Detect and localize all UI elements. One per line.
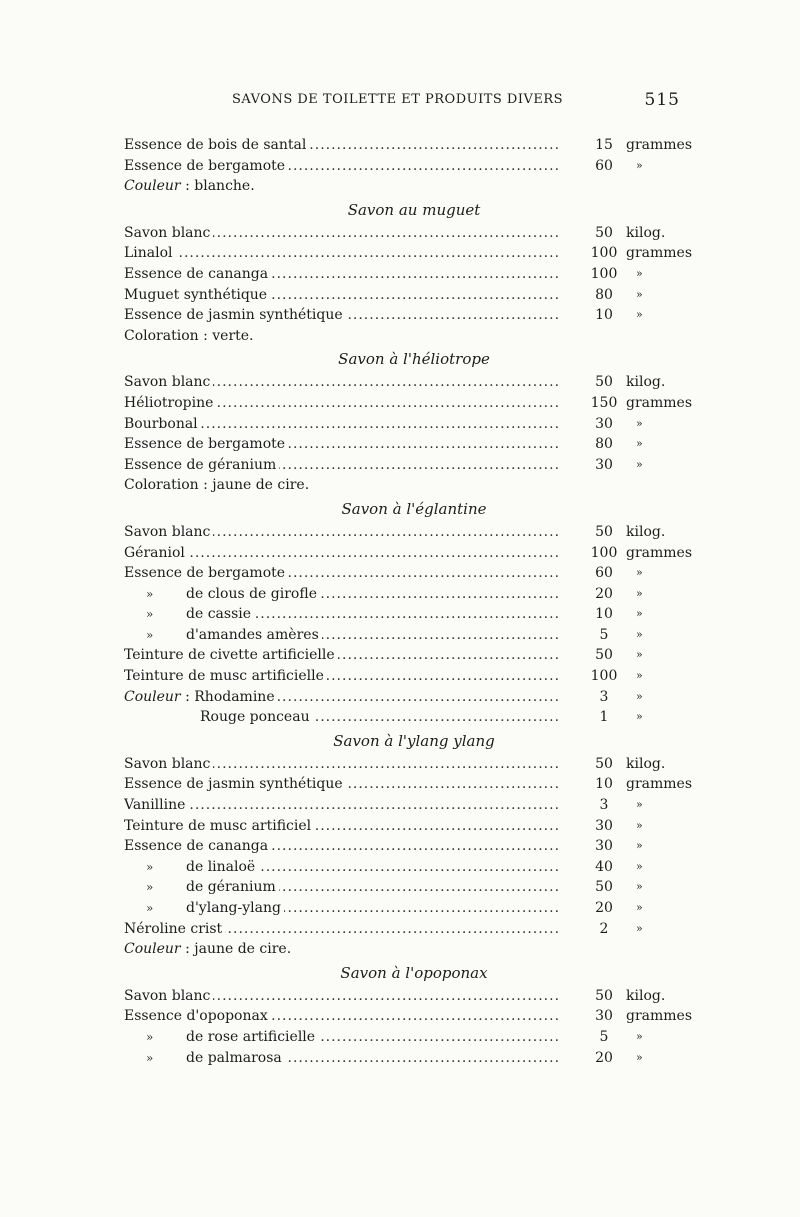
ingredient-unit: » (636, 921, 643, 935)
color-note (124, 176, 255, 197)
ingredient-quantity: 50 (595, 879, 613, 896)
ingredient-label: Essence d'opoponax (124, 1008, 268, 1025)
ditto-mark: » (146, 880, 154, 895)
ingredient-quantity: 50 (595, 647, 613, 664)
recipe-heading: Savon à l'ylang ylang (333, 731, 495, 750)
ingredient-row (124, 156, 684, 177)
ingredient-name (124, 687, 560, 708)
ingredient-label: de rose artificielle (186, 1028, 316, 1045)
ingredient-unit: » (636, 586, 643, 600)
ditto-mark: » (146, 607, 154, 622)
ingredient-label: de clous de girofle (186, 585, 317, 602)
note-value: : blanche. (185, 178, 255, 195)
ingredient-label: Teinture de musc artificielle (124, 668, 324, 685)
color-note: Coloration : verte. (124, 327, 254, 344)
ditto-mark: » (146, 586, 154, 601)
ingredient-name (124, 372, 560, 393)
ingredient-row (124, 393, 693, 414)
ingredient-name (124, 836, 560, 857)
ingredient-name (124, 877, 560, 898)
ingredient-row (124, 305, 684, 326)
ingredient-label: Teinture de civette artificielle (124, 647, 335, 664)
ingredient-quantity: 30 (595, 1008, 613, 1025)
ingredient-quantity: 30 (595, 415, 613, 432)
ingredient-unit: » (636, 607, 643, 621)
ingredient-quantity: 3 (599, 797, 609, 814)
ingredient-row (124, 475, 684, 496)
ingredient-unit: kilog. (626, 224, 666, 241)
ingredient-label: Teinture de musc artificiel (124, 817, 312, 834)
ingredient-quantity: 5 (599, 1028, 609, 1045)
ingredient-unit: kilog. (626, 755, 666, 772)
recipe-section (124, 496, 693, 728)
ingredient-unit: kilog. (626, 523, 666, 540)
note-key: Couleur (124, 941, 181, 958)
ingredient-row (124, 414, 684, 435)
ingredient-row (124, 877, 684, 898)
ingredient-label: d'amandes amères (186, 626, 319, 643)
recipe-heading: Savon à l'églantine (341, 499, 487, 518)
ingredient-name (124, 305, 560, 326)
ingredient-unit: grammes (626, 544, 693, 561)
ingredient-label: Essence de cananga (124, 265, 269, 282)
ingredient-label: Géraniol (124, 544, 185, 561)
ingredient-name (124, 563, 560, 584)
ingredient-label: Héliotropine (124, 394, 214, 411)
ingredient-name (124, 898, 560, 919)
ingredient-unit: grammes (626, 394, 693, 411)
ingredient-quantity: 3 (599, 688, 609, 705)
ingredient-row (124, 1006, 693, 1027)
ingredient-quantity: 20 (595, 585, 613, 602)
ingredient-unit: » (636, 287, 643, 301)
ingredient-quantity: 50 (595, 755, 613, 772)
ingredient-unit: » (636, 710, 643, 724)
ingredient-unit: » (636, 689, 643, 703)
ingredient-quantity: 30 (595, 838, 613, 855)
ingredient-name (124, 707, 560, 728)
ingredient-name (124, 625, 560, 646)
ingredient-row (124, 372, 684, 393)
recipe-section (124, 197, 693, 347)
ditto-mark: » (146, 1029, 154, 1044)
ingredient-label: Essence de cananga (124, 838, 269, 855)
ingredient-row (124, 645, 684, 666)
ingredient-label: Vanilline (124, 797, 186, 814)
ingredient-unit: » (636, 901, 643, 914)
ingredient-quantity: 100 (590, 544, 618, 561)
ingredient-unit: » (636, 859, 643, 873)
color-note: Coloration : jaune de cire. (124, 477, 310, 494)
ingredient-label: Linalol (124, 245, 173, 262)
ingredient-unit: kilog. (626, 374, 666, 391)
ingredient-label: de linaloë (186, 858, 256, 875)
ingredient-label: Essence de géranium (124, 456, 277, 473)
note-key: Couleur (124, 178, 181, 195)
ingredient-label: Savon blanc (124, 987, 211, 1004)
ditto-mark: » (146, 627, 154, 642)
ingredient-name (124, 455, 560, 476)
ingredient-quantity: 100 (590, 265, 618, 282)
ingredient-name (124, 919, 560, 940)
ingredient-quantity: 10 (595, 606, 613, 623)
ingredient-unit: » (636, 437, 643, 451)
recipe-section (124, 960, 693, 1068)
ingredient-quantity: 10 (595, 776, 613, 793)
ingredient-quantity: 50 (595, 523, 613, 540)
ingredient-label: Savon blanc (124, 755, 211, 772)
ingredient-unit: » (636, 566, 643, 580)
ingredient-unit: » (636, 266, 643, 280)
ingredient-row (124, 455, 684, 476)
ingredient-name (124, 1048, 560, 1069)
ingredient-name (124, 645, 560, 666)
ingredient-quantity: 60 (595, 157, 613, 174)
ingredient-quantity: 50 (595, 224, 613, 241)
ingredient-name (124, 156, 560, 177)
ingredient-unit: » (636, 669, 643, 683)
ingredient-unit: » (636, 308, 643, 322)
ingredient-unit: grammes (626, 776, 693, 793)
ingredient-row (124, 666, 684, 687)
ingredient-name (124, 243, 560, 264)
ingredient-name (124, 135, 560, 156)
ingredient-unit: » (636, 1050, 643, 1064)
ingredient-label: de palmarosa (186, 1049, 282, 1066)
ingredient-unit: » (636, 457, 643, 471)
ingredient-unit: » (636, 416, 643, 430)
ingredient-unit: grammes (626, 245, 693, 262)
ingredient-row (124, 135, 693, 156)
ingredient-row (124, 707, 684, 728)
ingredient-row (124, 625, 684, 646)
ditto-mark: » (146, 859, 154, 874)
ingredient-name (124, 414, 560, 435)
ingredient-name (124, 393, 560, 414)
ingredient-row (124, 774, 693, 795)
ingredient-row (124, 584, 684, 605)
ingredient-label: : Rhodamine (185, 688, 275, 705)
ingredient-quantity: 10 (595, 307, 613, 324)
page-number: 515 (644, 90, 680, 110)
ingredient-name (124, 1006, 560, 1027)
ingredient-row (124, 522, 684, 543)
ingredient-name (124, 584, 560, 605)
ingredient-row (124, 939, 684, 960)
ingredient-unit: » (636, 648, 643, 662)
ingredient-quantity: 50 (595, 987, 613, 1004)
ingredient-unit: » (636, 1029, 643, 1043)
ingredient-quantity: 50 (595, 374, 613, 391)
recipe-section (124, 346, 693, 496)
note-value: : jaune de cire. (185, 941, 292, 958)
ingredient-row (124, 264, 684, 285)
ingredient-name (124, 434, 560, 455)
ingredient-quantity: 20 (595, 1049, 613, 1066)
ingredient-quantity: 100 (590, 245, 618, 262)
ingredient-name (124, 1027, 560, 1048)
ingredient-quantity: 80 (595, 436, 613, 453)
ingredient-unit: » (636, 627, 643, 641)
recipe-heading: Savon à l'héliotrope (338, 350, 490, 369)
running-title: SAVONS DE TOILETTE ET PRODUITS DIVERS (232, 92, 564, 107)
ingredient-row (124, 326, 684, 347)
note-key: Couleur (124, 688, 181, 705)
ingredient-name (124, 857, 560, 878)
ingredient-row (124, 1048, 684, 1069)
ingredient-row (124, 604, 684, 625)
ingredient-quantity: 100 (590, 668, 618, 685)
ditto-mark: » (146, 1050, 154, 1065)
ingredient-label: Essence de bergamote (124, 436, 286, 453)
ingredient-label: Essence de bergamote (124, 565, 286, 582)
ingredient-quantity: 15 (595, 137, 613, 153)
ingredient-row (124, 754, 684, 775)
ingredient-name (124, 285, 560, 306)
ingredient-unit: » (636, 818, 643, 832)
ingredient-name (124, 754, 560, 775)
ingredient-name (124, 816, 560, 837)
ingredient-quantity: 30 (595, 456, 613, 473)
recipe-heading: Savon au muguet (347, 200, 481, 219)
ingredient-quantity: 2 (599, 920, 609, 937)
ingredient-name (124, 522, 560, 543)
ingredient-row (124, 687, 684, 708)
ingredient-row (124, 857, 684, 878)
ingredient-unit: » (636, 880, 643, 894)
ingredient-quantity: 150 (590, 394, 618, 411)
ingredient-quantity: 30 (595, 817, 613, 834)
recipe-section (124, 728, 693, 960)
ingredient-name (124, 604, 560, 625)
ingredient-row (124, 816, 684, 837)
ingredient-unit: » (636, 839, 643, 853)
ingredient-unit: » (636, 798, 643, 812)
recipe-list (124, 135, 693, 1068)
ingredient-row (124, 285, 684, 306)
recipe-heading: Savon à l'opoponax (340, 963, 488, 982)
ingredient-quantity: 1 (599, 709, 609, 726)
ingredient-row (124, 243, 693, 264)
ingredient-label: Savon blanc (124, 374, 211, 391)
ingredient-name (124, 666, 560, 687)
ingredient-name (124, 543, 560, 564)
ingredient-quantity: 20 (595, 900, 613, 916)
ingredient-row (124, 1027, 684, 1048)
ingredient-name (124, 986, 560, 1007)
ingredient-label: Essence de jasmin synthétique (124, 307, 343, 324)
ingredient-label: de géranium (186, 879, 276, 896)
ingredient-label: Essence de bergamote (124, 157, 286, 174)
ingredient-name (124, 774, 560, 795)
color-note (124, 939, 291, 960)
ingredient-label: Savon blanc (124, 523, 211, 540)
ingredient-label: de cassie (186, 606, 252, 623)
ingredient-row (124, 434, 684, 455)
ingredient-quantity: 60 (595, 565, 613, 582)
ditto-mark: » (146, 901, 154, 915)
ingredient-row (124, 836, 684, 857)
ingredient-name (124, 795, 560, 816)
ingredient-unit: » (636, 158, 643, 172)
ingredient-quantity: 40 (595, 858, 613, 875)
ingredient-label: Néroline crist (124, 920, 223, 937)
ingredient-label: Essence de jasmin synthétique (124, 776, 343, 793)
running-header (232, 90, 680, 114)
ingredient-row (124, 898, 684, 919)
ingredient-row (124, 986, 684, 1007)
ingredient-label: Bourbonal (124, 415, 198, 432)
ingredient-row (124, 795, 684, 816)
ingredient-unit: grammes (626, 1008, 693, 1025)
ingredient-label: Rouge ponceau (200, 709, 310, 726)
ingredient-unit: grammes (626, 137, 693, 153)
recipe-section (124, 135, 693, 197)
ingredient-row (124, 563, 684, 584)
ingredient-label: Savon blanc (124, 224, 211, 241)
ingredient-label: Essence de bois de santal (124, 137, 307, 153)
ingredient-unit: kilog. (626, 987, 666, 1004)
ingredient-quantity: 80 (595, 286, 613, 303)
ingredient-row (124, 176, 684, 197)
ingredient-row (124, 919, 684, 940)
ingredient-row (124, 223, 684, 244)
ingredient-name (124, 264, 560, 285)
ingredient-name (124, 223, 560, 244)
ingredient-label: Muguet synthétique (124, 286, 268, 303)
ingredient-label: d'ylang-ylang (186, 900, 281, 916)
ingredient-quantity: 5 (599, 626, 609, 643)
ingredient-row (124, 543, 693, 564)
